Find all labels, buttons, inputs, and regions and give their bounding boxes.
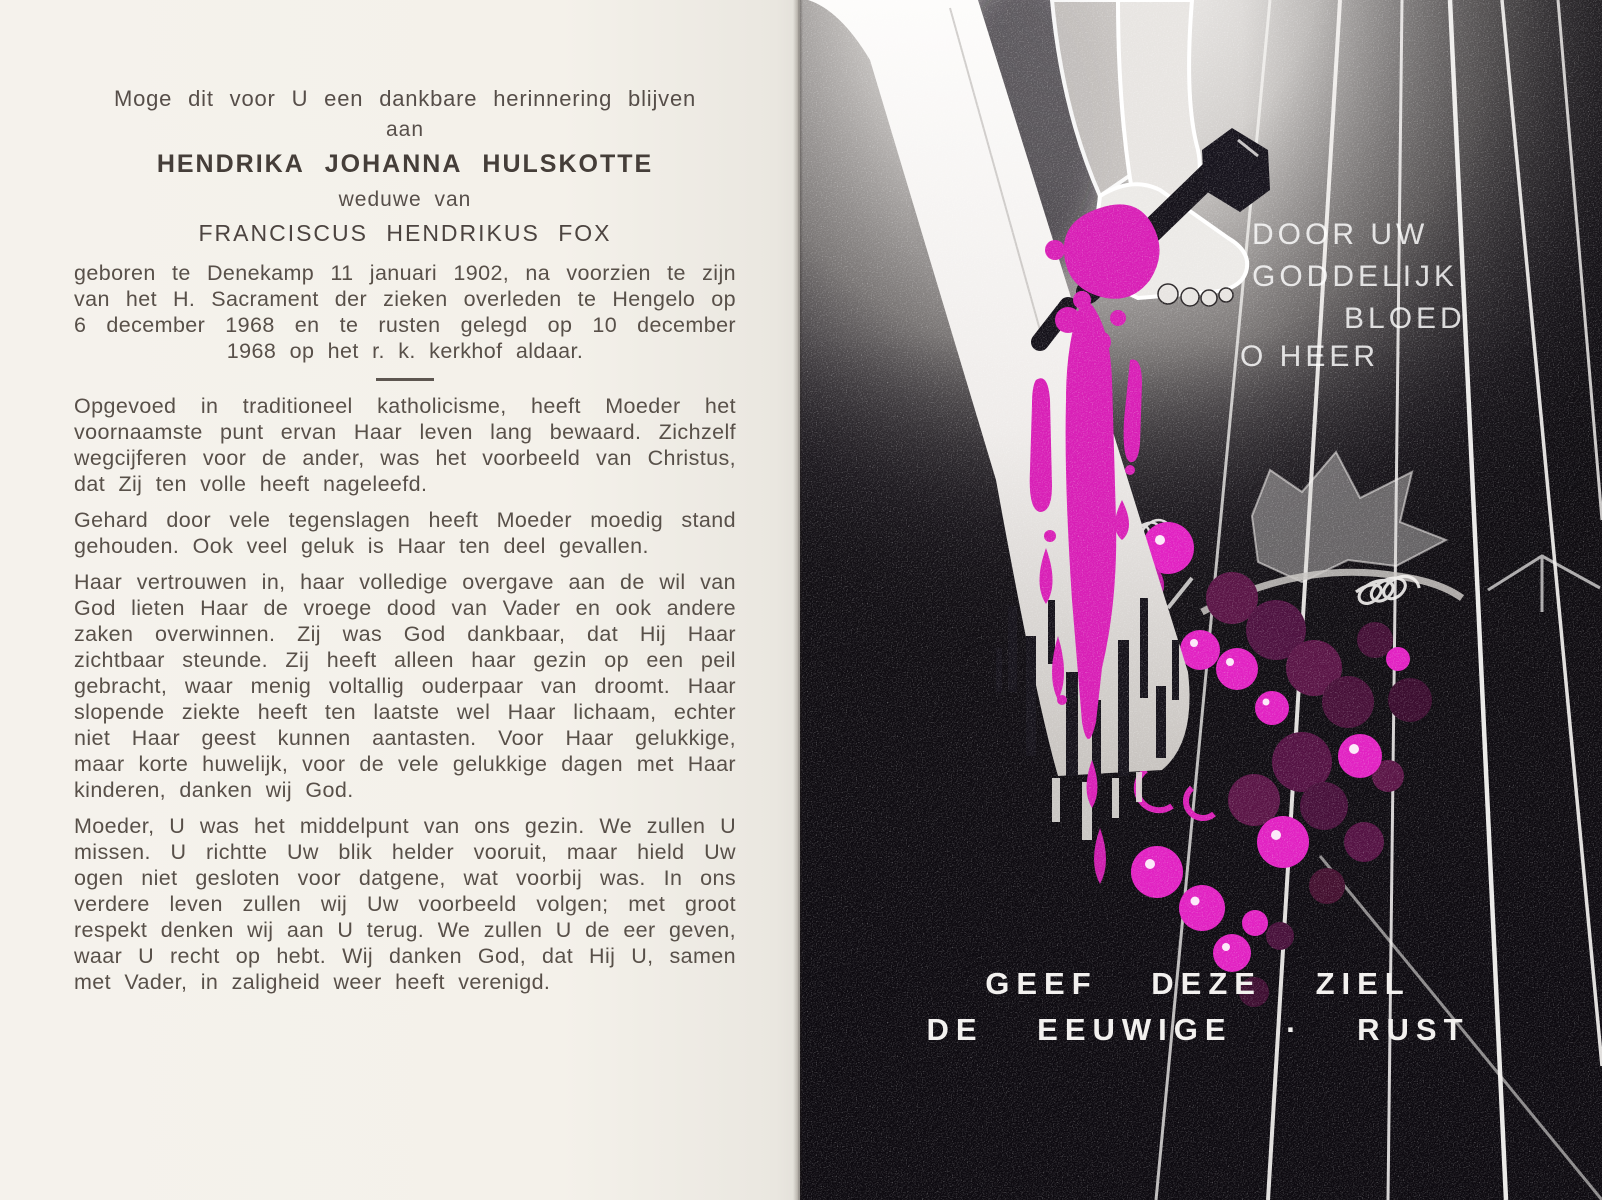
overlay-line-4: O HEER (1240, 340, 1380, 373)
vitals-paragraph: geboren te Denekamp 11 januari 1902, na voorzien te zijn van het H. Sacrament der zieken overleden te Hengelo op 6 december 1968 en te rusten gelegd op 10 december 1968 op het r. k. kerkhof aldaar. (74, 261, 736, 363)
caption-line-2: DE EEUWIGE · RUST (926, 1012, 1470, 1047)
aan-line: aan (385, 118, 425, 141)
paragraph-hardship: Gehard door vele tegenslagen heeft Moeder moedig stand gehouden. Ook veel geluk is Haar ten deel gevallen. (74, 508, 736, 558)
paragraph-farewell: Moeder, U was het middelpunt van ons gezin. We zullen U missen. U richtte Uw blik helder vooruit, maar hield Uw ogen niet gesloten voor datgene, wat voorbij was. In ons verdere leven zullen wij Uw voorbeeld volgen; met groot respekt denken wij aan U terug. We zullen U de eer geven, waar U recht op hebt. Wij danken God, dat Hij U, samen met Vader, in zaligheid weer heeft verenigd. (74, 814, 736, 994)
intro-line: Moge dit voor U een dankbare herinnering blijven (113, 86, 697, 111)
right-page-artwork (800, 0, 1602, 1200)
paragraph-upbringing: Opgevoed in traditioneel katholicisme, heeft Moeder het voornaamste punt ervan Haar leven lang bewaard. Zichzelf wegcijferen voor de ander, was het voorbeeld van Christus, dat Zij ten volle heeft nageleefd. (74, 394, 736, 496)
text-column (74, 86, 736, 1005)
caption-line-1: GEEF DEZE ZIEL (985, 966, 1411, 1001)
overlay-line-2: GODDELIJK (1252, 260, 1459, 293)
page-fold (793, 0, 803, 1200)
left-page (0, 0, 800, 1200)
crucifixion-artwork (800, 0, 1602, 1200)
overlay-line-1: DOOR UW (1252, 218, 1429, 251)
paragraph-faith: Haar vertrouwen in, haar volledige overgave aan de wil van God lieten Haar de vroege dood van Vader en ook andere zaken overwinnen. Zij was God dankbaar, dat Hij Haar zichtbaar steunde. Zij heeft alleen haar gezin op een peil gebracht, waar menig voltallig ouderpaar van droomt. Haar slopende ziekte heeft ten laatste wel Haar lichaam, echter niet Haar geest kunnen aantasten. Voor Haar gelukkige, maar korte huwelijk, voor de vele gelukkige dagen met Haar kinderen, danken wij God. (74, 570, 736, 802)
section-divider (376, 378, 434, 381)
overlay-line-3: BLOED (1344, 302, 1466, 335)
husband-name: FRANCISCUS HENDRIKUS FOX (198, 220, 612, 246)
widow-of-line: weduwe van (338, 188, 472, 211)
film-grain (800, 0, 1602, 1200)
deceased-name: HENDRIKA JOHANNA HULSKOTTE (156, 150, 654, 178)
